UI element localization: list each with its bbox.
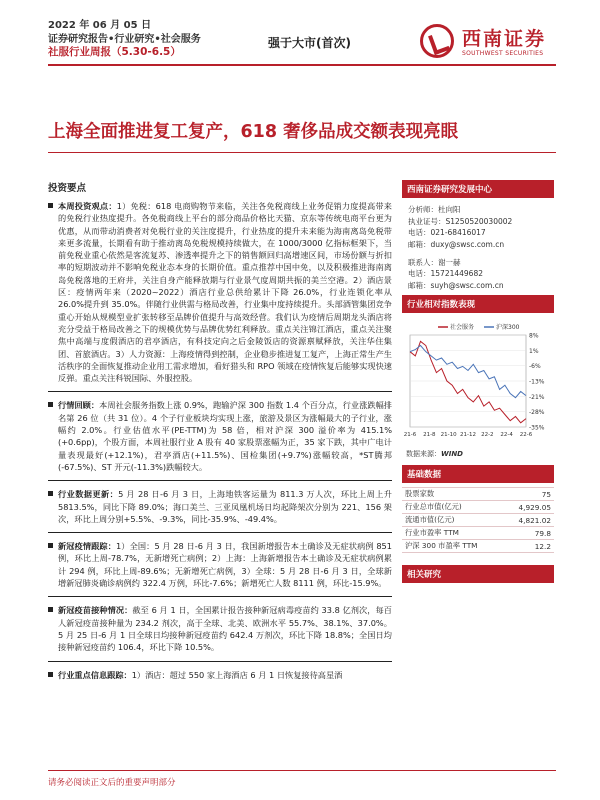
divider-line xyxy=(48,661,392,662)
analyst-info xyxy=(402,198,554,295)
related-research-title: 相关研究 xyxy=(402,565,554,583)
bullet-square-icon xyxy=(48,543,53,548)
rating-label: 强于大市(首次) xyxy=(268,36,351,50)
sidebar-center-title: 西南证券研究发展中心 xyxy=(402,180,554,198)
stats-row xyxy=(402,540,554,553)
section-title: 投资要点 xyxy=(48,183,87,194)
chart-y-tick-label: 8% xyxy=(529,332,539,340)
stats-row xyxy=(402,488,554,501)
chart-x-tick-label: 21-6 xyxy=(403,432,417,439)
divider-line xyxy=(48,532,392,533)
divider-line xyxy=(48,480,392,481)
bullet-text: 1）全国：5 月 28 日-6 月 3 日，我国新增报告本土确诊及无症状病例 851 例，环比上周-78.7%，无新增死亡病例；2）上海：上海新增报告本土确诊及无症状病例累计 294 例，环比上周-89.6%；无新增死亡病例，3）全球：5 月 28 日-6 月 3 日，全球新增新冠肺炎确诊病例约 322.4 万例，环比-7.6%；新增死亡人数 8111 例，环比-15.9%。 xyxy=(58,541,392,589)
report-subtitle: 社服行业周报（5.30-6.5） xyxy=(48,46,181,58)
analyst-email: 邮箱：duxy@swsc.com.cn xyxy=(408,239,505,249)
chart-x-tick-label: 21-12 xyxy=(460,432,476,439)
chart-y-tick-label: -6% xyxy=(529,363,541,371)
bullet-market-review xyxy=(48,399,392,473)
footer-divider xyxy=(48,770,556,771)
basic-data-title: 基础数据 xyxy=(402,465,554,483)
chart-x-tick-label: 21-10 xyxy=(440,432,457,439)
company-logo xyxy=(420,22,570,66)
title-divider xyxy=(48,152,556,153)
stats-value: 75 xyxy=(504,488,554,501)
chart-y-tick-label: -28% xyxy=(529,409,545,417)
bullet-covid-tracking xyxy=(48,540,392,589)
stats-value: 79.8 xyxy=(504,527,554,540)
stats-value: 4,821.02 xyxy=(504,514,554,527)
divider-line xyxy=(48,596,392,597)
chart-x-tick-label: 22-6 xyxy=(519,432,533,439)
chart-series-line-csi300 xyxy=(410,346,526,398)
bullet-square-icon xyxy=(48,402,53,407)
chart-x-tick-label: 22-4 xyxy=(500,432,513,439)
contact-name: 联系人：谢一赫 xyxy=(408,257,461,267)
page-title: 上海全面推进复工复产，618 奢侈品成交额表现亮眼 xyxy=(48,122,459,142)
chart-x-tick-label: 22-2 xyxy=(481,432,494,439)
basic-data-table xyxy=(402,487,554,553)
bullet-head: 新冠疫苗接种情况： xyxy=(58,605,133,616)
bullet-viewpoint xyxy=(48,200,392,384)
footer-disclaimer: 请务必阅读正文后的重要声明部分 xyxy=(48,778,176,788)
bullet-square-icon xyxy=(48,203,53,208)
analyst-name: 分析师：杜向阳 xyxy=(408,205,461,214)
bullet-square-icon xyxy=(48,672,53,677)
bullet-head: 行业数据更新： xyxy=(58,489,119,500)
sidebar xyxy=(402,180,554,583)
bullet-text: 5 月 28 日-6 月 3 日，上海地铁客运量为 811.3 万人次，环比上周上升 5813.5%，同比下降 89.0%；海口美兰、三亚凤凰机场日均起降架次分别为 221、156 架次，环比上周分别+5.5%、-9.3%，同比-35.9%、-49.4%。 xyxy=(58,489,392,524)
bullet-head: 行情回顾： xyxy=(58,400,100,411)
bullet-text: 1）酒店：超过 550 家上海酒店 6 月 1 日恢复接待高星酒 xyxy=(131,669,343,680)
logo-text-cn: 西南证券 xyxy=(462,28,547,50)
bullet-head: 行业重点信息跟踪： xyxy=(58,669,132,680)
bullet-text: 本周社会服务指数上涨 0.9%，跑输沪深 300 指数 1.4 个百分点，行业涨跌幅排名第 26 位（共 31 位）。4 个子行业板块均实现上涨，旅游及景区为涨幅最大的子行业，涨幅约 2.0%。行业估值水平(PE-TTM)为 58 倍，相对沪深 300 溢价率为 415.1%(+0.6pp)，个股方面，本周社服行业 A 股有 40 家股票涨幅为正，35 家下跌，其中广电计量表现最好(+12.1%)，君亭酒店(+11.5%)、国检集团(+9.7%)涨幅较高，*ST腾邦(-67.5%)、ST 开元(-11.3%)跌幅较大。 xyxy=(58,400,392,472)
bullet-text: 截至 6 月 1 日，全国累计报告接种新冠病毒疫苗约 33.8 亿剂次，每百人新冠疫苗接种量为 234.2 剂次，高于全球、北美、欧洲水平 55.7%、38.1%、37.0%。5 月 25 日-6 月 1 日全球日均接种新冠疫苗约 642.4 万剂次，环比下降 18.8%；全国日均接种新冠疫苗约 106.4，环比下降 10.5%。 xyxy=(58,605,392,653)
chart-legend-label: 社会服务 xyxy=(450,324,475,332)
stats-label: 流通市值(亿元) xyxy=(402,514,504,527)
data-source: 数据来源：WIND xyxy=(406,450,463,459)
stats-label: 行业总市值(亿元) xyxy=(402,501,504,514)
main-content xyxy=(48,180,392,688)
contact-phone: 电话：15721449682 xyxy=(408,269,483,279)
bullet-head: 新冠疫情跟踪： xyxy=(58,541,116,552)
bullet-text: 1）免税：618 电商购物节来临，关注各免税商线上业务促销力度提高带来的免税行业热度提升。各免税商线上平台的部分商品价格比天猫、京东等传统电商平台更为优惠，从而带动消费者对免税行业的关注度提升，行业热度的提升未来能为海南离岛免税带来更多流量，长期看有助于推动离岛免税规模持续做大，在 1000/3000 亿指标框架下，当前免税业重心依然是客流复苏、渗透率提升之下的销售额回归高增速区间，市场份额与折扣率的短期波动并不影响免税业态本身的长期价值。重点推荐中国中免，以及积极推进海南离岛免税落地的王府井，关注自身产能释放期与行业景气度周期共振的美兰空港。2）酒店景区：疫情两年来（2020~2022）酒店行业总供给累计下降 26.0%，行业连锁化率从 26.0%提升到 35.0%。伴随行业供需与格局改善，行业集中度持续提升。头部酒管集团竞争重心开始从规模型业扩张转移至品牌价值提升与高效经营。我们认为疫情后周期龙头酒店将充分受益于格局改善之下的规模优势与品牌优势红利释放。重点关注锦江酒店，重点关注聚焦中高端与度假酒店的君亭酒店，有科技定向之后金陵饭店的资源禀赋释放，关注华住集团、首旅酒店。3）人力资源：上海疫情得到控制，企业稳步推进复工复产，上海正常生产生活秩序的全面恢复推动企业用工需求增加，看好猎头和 RPO 领域在疫情恢复后能够实现快速反弹。重点关注科锐国际、外服控股。 xyxy=(58,201,392,384)
chart-svg xyxy=(402,319,554,447)
analyst-license: 执业证号：S1250520030002 xyxy=(408,216,513,226)
bullet-square-icon xyxy=(48,607,53,612)
logo-text-en: SOUTHWEST SECURITIES xyxy=(462,50,544,57)
chart-y-tick-label: -21% xyxy=(529,394,545,402)
stats-label: 行业市盈率 TTM xyxy=(402,527,504,540)
stats-value: 12.2 xyxy=(504,540,554,553)
index-chart-title: 行业相对指数表现 xyxy=(402,295,554,313)
stats-label: 沪深 300 市盈率 TTM xyxy=(402,540,504,553)
header-divider xyxy=(48,64,556,66)
logo-icon xyxy=(420,24,454,58)
stats-row xyxy=(402,527,554,540)
bullet-head: 本周投资观点： xyxy=(58,201,117,211)
chart-x-tick-label: 21-8 xyxy=(423,432,436,439)
stats-row xyxy=(402,501,554,514)
stats-value: 4,929.05 xyxy=(504,501,554,514)
chart-legend-label: 沪深300 xyxy=(496,324,520,332)
report-date: 2022 年 06 月 05 日 xyxy=(48,20,152,31)
bullet-key-info xyxy=(48,669,392,681)
chart-y-tick-label: 1% xyxy=(529,348,539,356)
divider-line xyxy=(48,391,392,392)
bullet-square-icon xyxy=(48,491,53,496)
stats-label: 股票家数 xyxy=(402,488,504,501)
stats-row xyxy=(402,514,554,527)
relative-index-chart xyxy=(402,319,554,447)
chart-y-tick-label: -13% xyxy=(529,378,545,386)
contact-email: 邮箱：suyh@swsc.com.cn xyxy=(408,280,504,290)
chart-y-tick-label: -35% xyxy=(529,424,545,432)
bullet-vaccine xyxy=(48,604,392,653)
analyst-phone: 电话：021-68416017 xyxy=(408,228,486,238)
report-category: 证券研究报告•行业研究•社会服务 xyxy=(48,34,201,45)
bullet-data-update xyxy=(48,488,392,525)
